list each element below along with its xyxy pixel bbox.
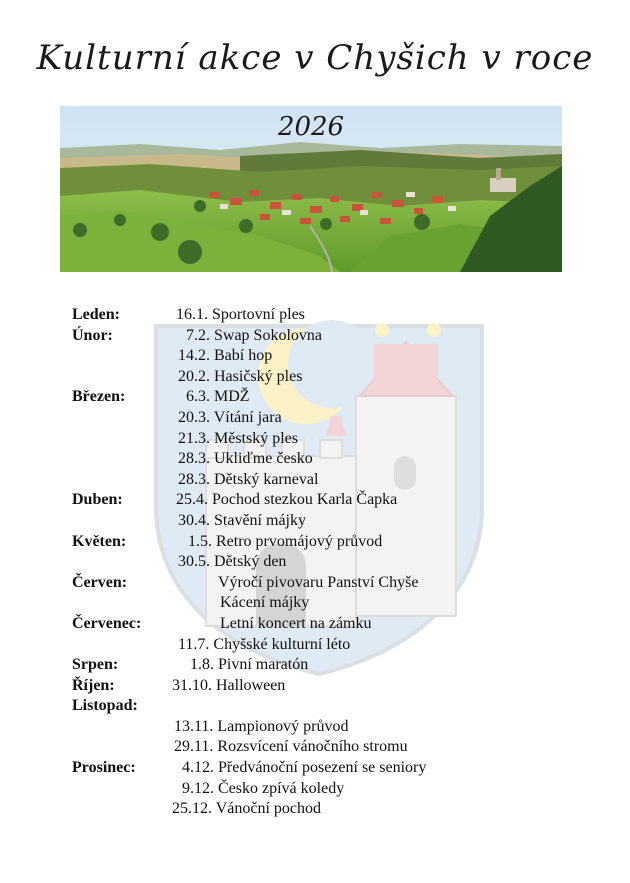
month-label: Únor: (72, 326, 113, 344)
event-entry: 16.1. Sportovní ples (176, 306, 305, 323)
event-entry: 1.5. Retro prvomájový průvod (188, 532, 383, 550)
schedule-row (72, 614, 612, 635)
event-entry: 6.3. MDŽ (186, 388, 250, 406)
event-entry: 30.4. Stavění májky (178, 511, 306, 529)
event-entry: Kácení májky (220, 594, 310, 612)
event-entry: 28.3. Dětský karneval (178, 470, 319, 488)
month-label: Červen: (72, 573, 128, 591)
event-entry: 28.3. Ukliďme česko (178, 450, 313, 468)
event-schedule (72, 305, 612, 820)
page-title: Kulturní akce v Chyšich v roce (36, 38, 594, 78)
schedule-row (72, 655, 612, 676)
event-entry: 4.12. Předvánoční posezení se seniory (182, 759, 427, 777)
schedule-row (72, 305, 612, 326)
schedule-row (72, 408, 612, 429)
village-panorama-photo (60, 106, 562, 272)
schedule-row (72, 552, 612, 573)
month-label: Červenec: (72, 614, 142, 632)
event-entry: 13.11. Lampionový průvod (174, 717, 349, 735)
event-entry: 1.8. Pivní maratón (190, 656, 309, 674)
schedule-row (72, 635, 612, 656)
event-entry: 9.12. Česko zpívá koledy (182, 779, 345, 797)
schedule-row (72, 696, 612, 717)
schedule-row (72, 799, 612, 820)
event-entry: 31.10. Halloween (172, 676, 286, 694)
event-entry: Letní koncert na zámku (220, 614, 372, 632)
schedule-row (72, 593, 612, 614)
schedule-row (72, 737, 612, 758)
event-entry: 20.3. Vítání jara (178, 408, 282, 426)
schedule-row (72, 326, 612, 347)
schedule-row (72, 717, 612, 738)
schedule-row (72, 490, 612, 511)
month-label: Leden: (72, 306, 120, 323)
schedule-row (72, 346, 612, 367)
schedule-row (72, 470, 612, 491)
schedule-row (72, 429, 612, 450)
event-entry: 11.7. Chyšské kulturní léto (178, 635, 351, 653)
schedule-row (72, 532, 612, 553)
event-entry: 25.12. Vánoční pochod (172, 800, 322, 818)
month-label: Prosinec: (72, 759, 136, 777)
month-label: Listopad: (72, 697, 138, 715)
event-entry: 7.2. Swap Sokolovna (186, 326, 322, 344)
event-entry: Výročí pivovaru Panství Chyše (218, 573, 419, 591)
month-label: Říjen: (72, 676, 115, 694)
month-label: Srpen: (72, 656, 119, 674)
schedule-row (72, 367, 612, 388)
month-label: Květen: (72, 532, 127, 550)
event-entry: 30.5. Dětský den (178, 553, 287, 571)
schedule-row (72, 573, 612, 594)
schedule-row (72, 676, 612, 697)
schedule-row (72, 779, 612, 800)
year-label: 2026 (277, 112, 345, 142)
event-entry: 21.3. Městský ples (178, 429, 298, 447)
schedule-row (72, 449, 612, 470)
schedule-row (72, 758, 612, 779)
event-entry: 25.4. Pochod stezkou Karla Čapka (176, 491, 398, 509)
event-entry: 14.2. Babí hop (178, 347, 273, 365)
month-label: Březen: (72, 388, 126, 406)
month-label: Duben: (72, 491, 123, 509)
schedule-row (72, 511, 612, 532)
event-entry: 29.11. Rozsvícení vánočního stromu (174, 738, 408, 756)
event-entry: 20.2. Hasičský ples (178, 367, 303, 385)
schedule-row (72, 387, 612, 408)
